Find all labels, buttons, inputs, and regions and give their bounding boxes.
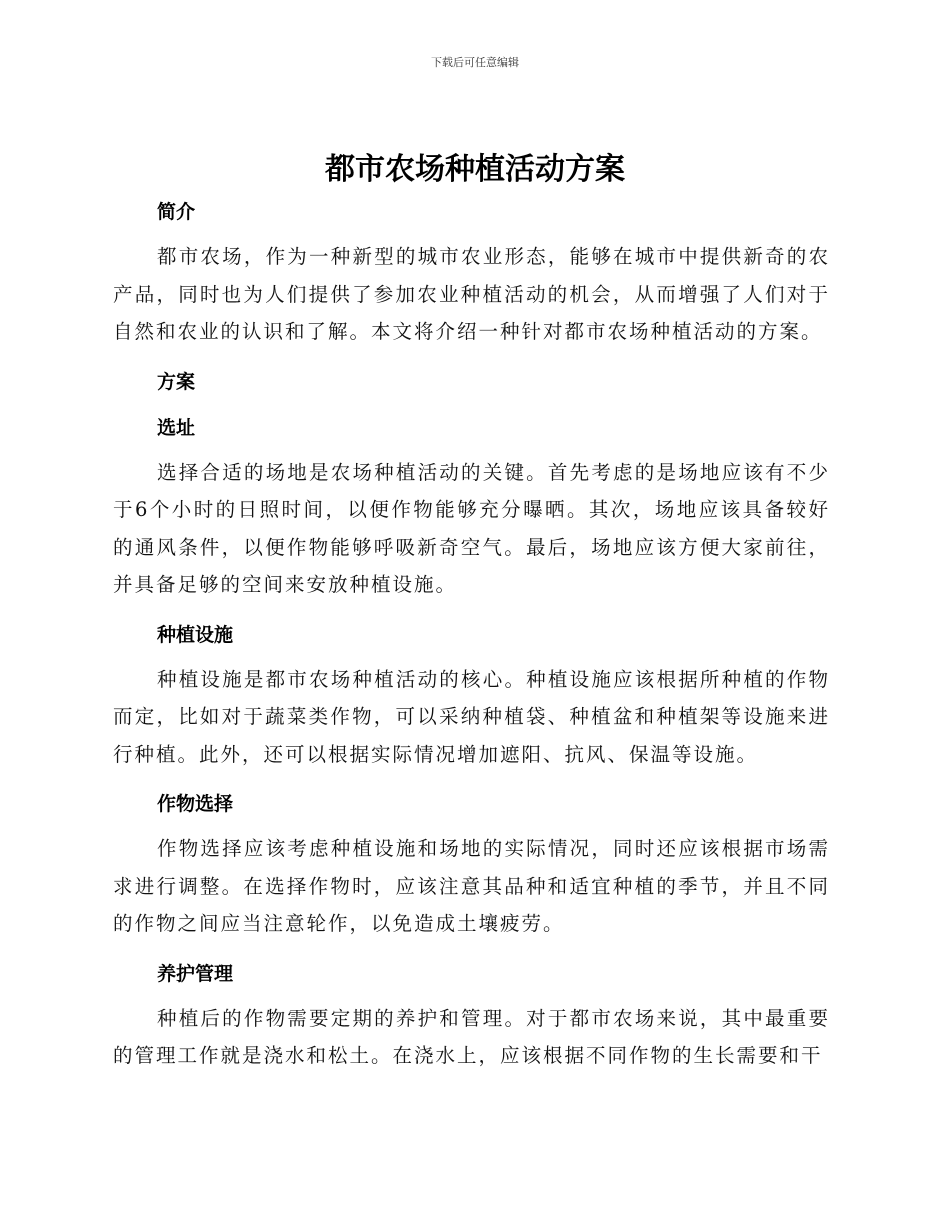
document-title: 都市农场种植活动方案 <box>325 152 625 187</box>
site-heading: 选址 <box>157 416 196 439</box>
care-heading: 养护管理 <box>157 962 234 985</box>
intro-paragraph: 都市农场，作为一种新型的城市农业形态，能够在城市中提供新奇的农产品，同时也为人们提供了参加农业种植活动的机会，从而增强了人们对于自然和农业的认识和了解。本文将介绍一种针对都市农场种植活动的方案。 <box>113 245 830 343</box>
facility-paragraph: 种植设施是都市农场种植活动的核心。种植设施应该根据所种植的作物而定，比如对于蔬菜类作物，可以采纳种植袋、种植盆和种植架等设施来进行种植。此外，还可以根据实际情况增加遮阳、抗风、保温等设施。 <box>113 667 830 766</box>
site-paragraph: 选择合适的场地是农场种植活动的关键。首先考虑的是场地应该有不少于6个小时的日照时间，以便作物能够充分曝晒。其次，场地应该具备较好的通风条件，以便作物能够呼吸新奇空气。最后，场地应该方便大家前往，并具备足够的空间来安放种植设施。 <box>113 460 830 596</box>
facility-heading: 种植设施 <box>157 623 234 646</box>
crop-heading: 作物选择 <box>157 793 234 815</box>
care-paragraph: 种植后的作物需要定期的养护和管理。对于都市农场来说，其中最重要的管理工作就是浇水和松土。在浇水上，应该根据不同作物的生长需要和干 <box>113 1006 830 1067</box>
plan-heading: 方案 <box>157 370 196 393</box>
intro-heading: 简介 <box>157 201 196 223</box>
running-header: 下载后可任意编辑 <box>431 56 519 69</box>
crop-paragraph: 作物选择应该考虑种植设施和场地的实际情况，同时还应该根据市场需求进行调整。在选择作物时，应该注意其品种和适宜种植的季节，并且不同的作物之间应当注意轮作，以免造成土壤疲劳。 <box>113 837 830 935</box>
document-body <box>113 196 830 1075</box>
